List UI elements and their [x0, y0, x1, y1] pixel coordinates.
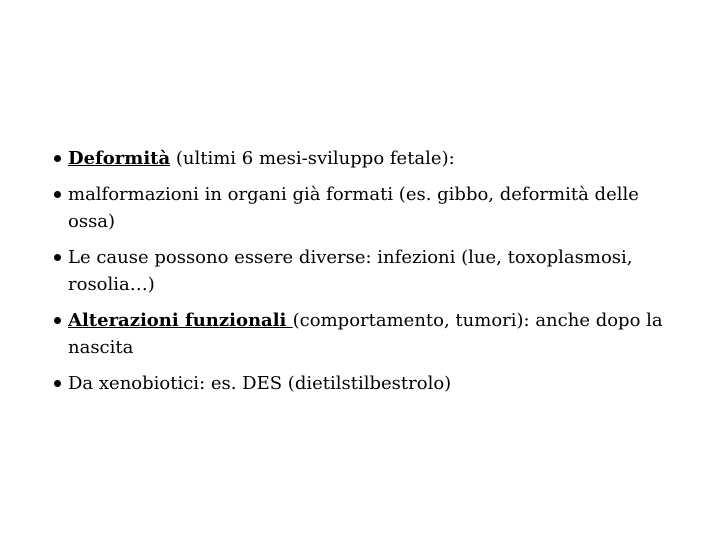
bullet-dot-icon	[54, 317, 61, 324]
bullet-text: (comportamento, tumori): anche dopo la nascita	[68, 310, 663, 358]
bullet-item-malformazioni	[44, 181, 684, 235]
bullet-text: Da xenobiotici: es. DES (dietilstilbestrolo)	[68, 373, 452, 394]
bullet-heading: Alterazioni funzionali	[68, 310, 293, 331]
bullet-list	[44, 145, 684, 406]
bullet-dot-icon	[54, 155, 61, 162]
bullet-text: malformazioni in organi già formati (es. gibbo, deformità delle ossa)	[68, 184, 639, 232]
bullet-item-xenobiotici	[44, 370, 684, 397]
bullet-text: (ultimi 6 mesi-sviluppo fetale):	[170, 148, 455, 169]
bullet-text: Le cause possono essere diverse: infezioni (lue, toxoplasmosi, rosolia…)	[68, 247, 633, 295]
bullet-item-alterazioni	[44, 307, 684, 361]
bullet-heading: Deformità	[68, 148, 171, 169]
bullet-dot-icon	[54, 380, 61, 387]
bullet-item-deformita	[44, 145, 684, 172]
bullet-dot-icon	[54, 254, 61, 261]
bullet-dot-icon	[54, 191, 61, 198]
bullet-item-cause	[44, 244, 684, 298]
